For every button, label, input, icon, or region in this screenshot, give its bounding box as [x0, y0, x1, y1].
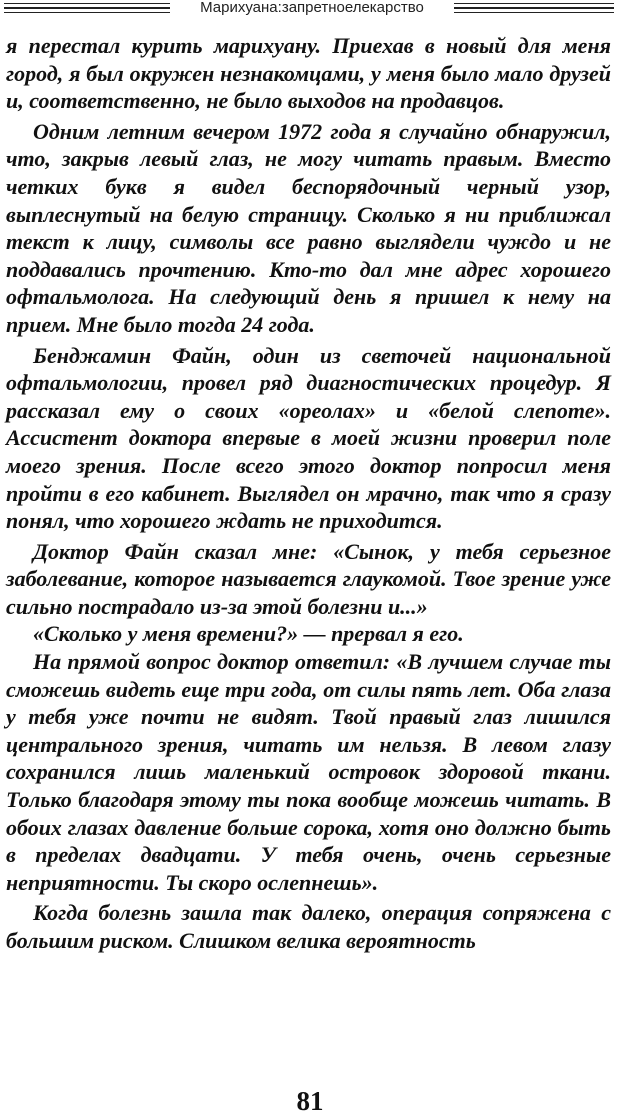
paragraph: Когда болезнь зашла так далеко, операция сопряжена с большим риском. Слишком велика вероятность [6, 900, 611, 953]
paragraph: Доктор Файн сказал мне: «Сынок, у тебя серьезное заболевание, которое называется глаукомой. Твое зрение уже сильно пострадало из-за этой болезни и...» [6, 538, 611, 619]
paragraph: Одним летним вечером 1972 года я случайно обнаружил, что, закрыв левый глаз, не могу читать правым. Вместо четких букв я видел беспорядочный черный узор, выплеснутый на белую страницу. Сколько я ни приближал текст к лицу, символы все равно выглядели чуждо и не поддавались прочтению. Кто-то дал мне адрес хорошего офтальмолога. На следующий день я пришел к нему на прием. Мне было тогда 24 года. [6, 118, 611, 337]
paragraph: «Сколько у меня времени?» — прервал я его. [33, 621, 464, 647]
paragraph: Бенджамин Файн, один из светочей национальной офтальмологии, провел ряд диагностических процедур. Я рассказал ему о своих «ореолах» и «белой слепоте». Ассистент доктора впервые в моей жизни проверил поле моего зрения. После всего этого доктор попросил меня пройти в его кабинет. Выглядел он мрачно, так что я сразу понял, что хорошего ждать не приходится. [6, 342, 611, 534]
page-number: 81 [296, 1086, 324, 1116]
running-header [0, 0, 620, 18]
header-rule-right [454, 3, 614, 14]
header-rule-left [4, 3, 170, 14]
paragraph: На прямой вопрос доктор ответил: «В лучшем случае ты сможешь видеть еще три года, от силы пять лет. Оба глаза у тебя уже почти не видят. Твой правый глаз лишился центрального зрения, читать им нельзя. В левом глазу сохранился лишь маленький островок здоровой ткани. Только благодаря этому ты пока вообще можешь читать. В обоих глазах давление больше сорока, хотя оно должно быть в пределах двадцати. У тебя очень, очень серьезные неприятности. Ты скоро ослепнешь». [6, 649, 611, 895]
paragraph: я перестал курить марихуану. Приехав в новый для меня город, я был окружен незнакомцами, у меня было мало друзей и, соответственно, не было выходов на продавцов. [6, 33, 611, 114]
body-text [6, 32, 611, 955]
running-header-title: Марихуана:запретноелекарство [200, 0, 424, 16]
